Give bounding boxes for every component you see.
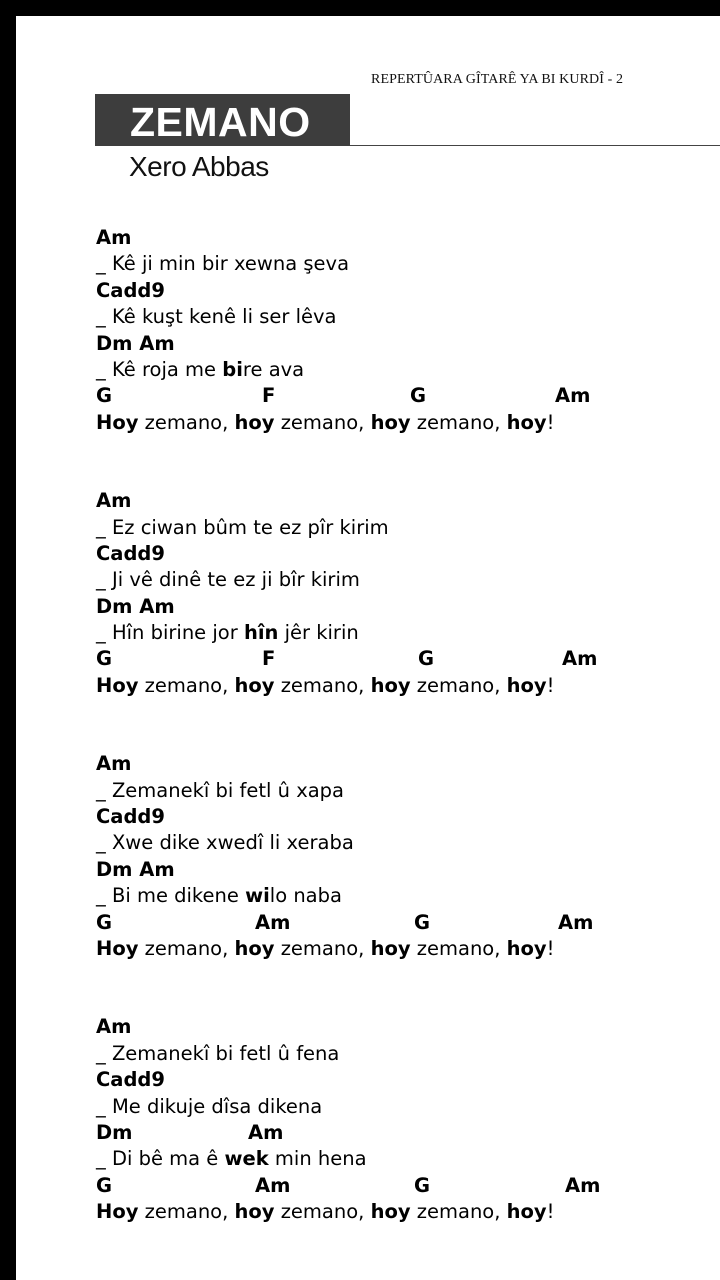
lyric-line: _ Me dikuje dîsa dikena <box>96 1094 323 1118</box>
chord: G <box>96 1173 113 1197</box>
chord-line: Dm Am <box>96 857 175 881</box>
chord-line: Am <box>96 226 132 249</box>
chord: G <box>96 910 113 934</box>
chord: G <box>414 910 431 934</box>
title-rule <box>350 145 720 146</box>
verse <box>96 225 716 436</box>
refrain-chord-line <box>96 646 716 672</box>
lyric-line: _ Kê roja me bire ava <box>96 357 305 381</box>
song-body <box>96 225 716 1278</box>
chord-line: Dm Am <box>96 331 175 355</box>
chord: G <box>414 1173 431 1197</box>
chord-line: Dm Am <box>96 594 175 618</box>
chord-line: Cadd9 <box>96 805 165 829</box>
running-header: REPERTÛARA GÎTARÊ YA BI KURDÎ - 2 <box>371 72 624 87</box>
verse <box>96 488 716 699</box>
lyric-line: _ Zemanekî bi fetl û xapa <box>96 778 345 802</box>
chord: Am <box>565 1173 601 1197</box>
refrain-line: Hoy zemano, hoy zemano, hoy zemano, hoy! <box>96 673 555 697</box>
chord: F <box>262 384 276 408</box>
chord: Am <box>255 910 291 934</box>
chord: Am <box>555 384 591 408</box>
lyric-line: _ Ji vê dinê te ez ji bîr kirim <box>96 568 360 592</box>
refrain-chord-line <box>96 1173 716 1199</box>
lyric-line: _ Ez ciwan bûm te ez pîr kirim <box>96 515 389 539</box>
chord: Dm <box>96 1120 133 1144</box>
chord: G <box>96 647 113 671</box>
chord: Am <box>248 1120 284 1144</box>
lyric-line: _ Kê kuşt kenê li ser lêva <box>96 305 337 329</box>
verse <box>96 1014 716 1225</box>
chord: Am <box>562 647 598 671</box>
chord-line <box>96 1120 716 1146</box>
lyric-line: _ Kê ji min bir xewna şeva <box>96 252 350 276</box>
chord-line: Cadd9 <box>96 278 165 302</box>
chord-line: Am <box>96 752 132 776</box>
chord: Am <box>558 910 594 934</box>
chord: G <box>410 384 427 408</box>
verse <box>96 751 716 962</box>
refrain-line: Hoy zemano, hoy zemano, hoy zemano, hoy! <box>96 410 555 434</box>
song-title: ZEMANO <box>130 99 311 145</box>
refrain-chord-line <box>96 383 716 409</box>
chord-line: Cadd9 <box>96 541 165 565</box>
chord-line: Am <box>96 489 132 513</box>
chord: F <box>262 647 276 671</box>
chord-line: Cadd9 <box>96 1068 165 1092</box>
chord: G <box>418 647 435 671</box>
refrain-line: Hoy zemano, hoy zemano, hoy zemano, hoy! <box>96 936 555 960</box>
lyric-line: _ Hîn birine jor hîn jêr kirin <box>96 621 359 645</box>
lyric-line: _ Zemanekî bi fetl û fena <box>96 1041 340 1065</box>
chord-line: Am <box>96 1015 132 1039</box>
chord: G <box>96 384 113 408</box>
lyric-line: _ Xwe dike xwedî li xeraba <box>96 831 354 855</box>
artist-name: Xero Abbas <box>129 151 269 182</box>
lyric-line: _ Di bê ma ê wek min hena <box>96 1147 367 1171</box>
refrain-chord-line <box>96 910 716 936</box>
chord: Am <box>255 1173 291 1197</box>
refrain-line: Hoy zemano, hoy zemano, hoy zemano, hoy! <box>96 1200 555 1224</box>
lyric-line: _ Bi me dikene wilo naba <box>96 884 342 908</box>
